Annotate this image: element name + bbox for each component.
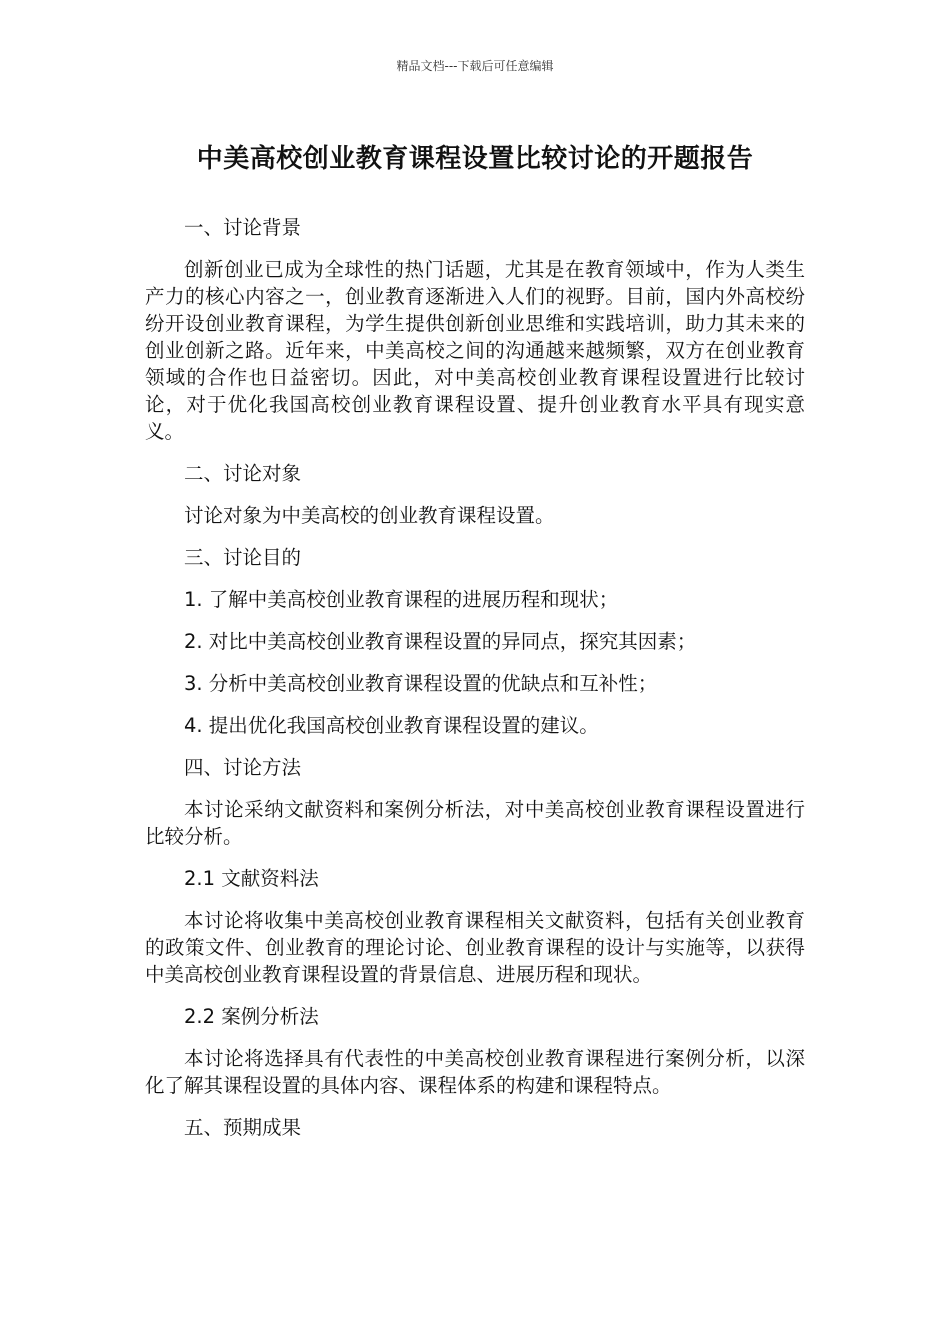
document-title: 中美高校创业教育课程设置比较讨论的开题报告 [196, 144, 754, 174]
section-heading-result: 五、预期成果 [184, 1116, 302, 1139]
subsection-heading-case: 2.2 案例分析法 [184, 1005, 319, 1028]
goal-item: 4. 提出优化我国高校创业教育课程设置的建议。 [184, 714, 599, 737]
section-text-object: 讨论对象为中美高校的创业教育课程设置。 [184, 504, 555, 527]
subsection-text-literature: 本讨论将收集中美高校创业教育课程相关文献资料，包括有关创业教育的政策文件、创业教育的理论讨论、创业教育课程的设计与实施等，以获得中美高校创业教育课程设置的背景信息、进展历程和现状。 [145, 909, 805, 986]
section-text-method: 本讨论采纳文献资料和案例分析法，对中美高校创业教育课程设置进行比较分析。 [145, 798, 805, 848]
section-heading-background: 一、讨论背景 [184, 216, 302, 239]
goal-item: 1. 了解中美高校创业教育课程的进展历程和现状； [184, 588, 619, 611]
section-text-background: 创新创业已成为全球性的热门话题，尤其是在教育领域中，作为人类生产力的核心内容之一，创业教育逐渐进入人们的视野。目前，国内外高校纷纷开设创业教育课程，为学生提供创新创业思维和实践培训，助力其未来的创业创新之路。近年来，中美高校之间的沟通越来越频繁，双方在创业教育领域的合作也日益密切。因此，对中美高校创业教育课程设置进行比较讨论，对于优化我国高校创业教育课程设置、提升创业教育水平具有现实意义。 [145, 258, 805, 443]
document-body [145, 214, 805, 1156]
header-note: 精品文档---下载后可任意编辑 [396, 59, 554, 73]
section-heading-goal: 三、讨论目的 [184, 546, 302, 569]
subsection-heading-literature: 2.1 文献资料法 [184, 867, 319, 890]
subsection-text-case: 本讨论将选择具有代表性的中美高校创业教育课程进行案例分析，以深化了解其课程设置的具体内容、课程体系的构建和课程特点。 [145, 1047, 805, 1097]
goal-item: 3. 分析中美高校创业教育课程设置的优缺点和互补性； [184, 672, 658, 695]
section-heading-object: 二、讨论对象 [184, 462, 302, 485]
goal-item: 2. 对比中美高校创业教育课程设置的异同点，探究其因素； [184, 630, 697, 653]
section-heading-method: 四、讨论方法 [184, 756, 302, 779]
